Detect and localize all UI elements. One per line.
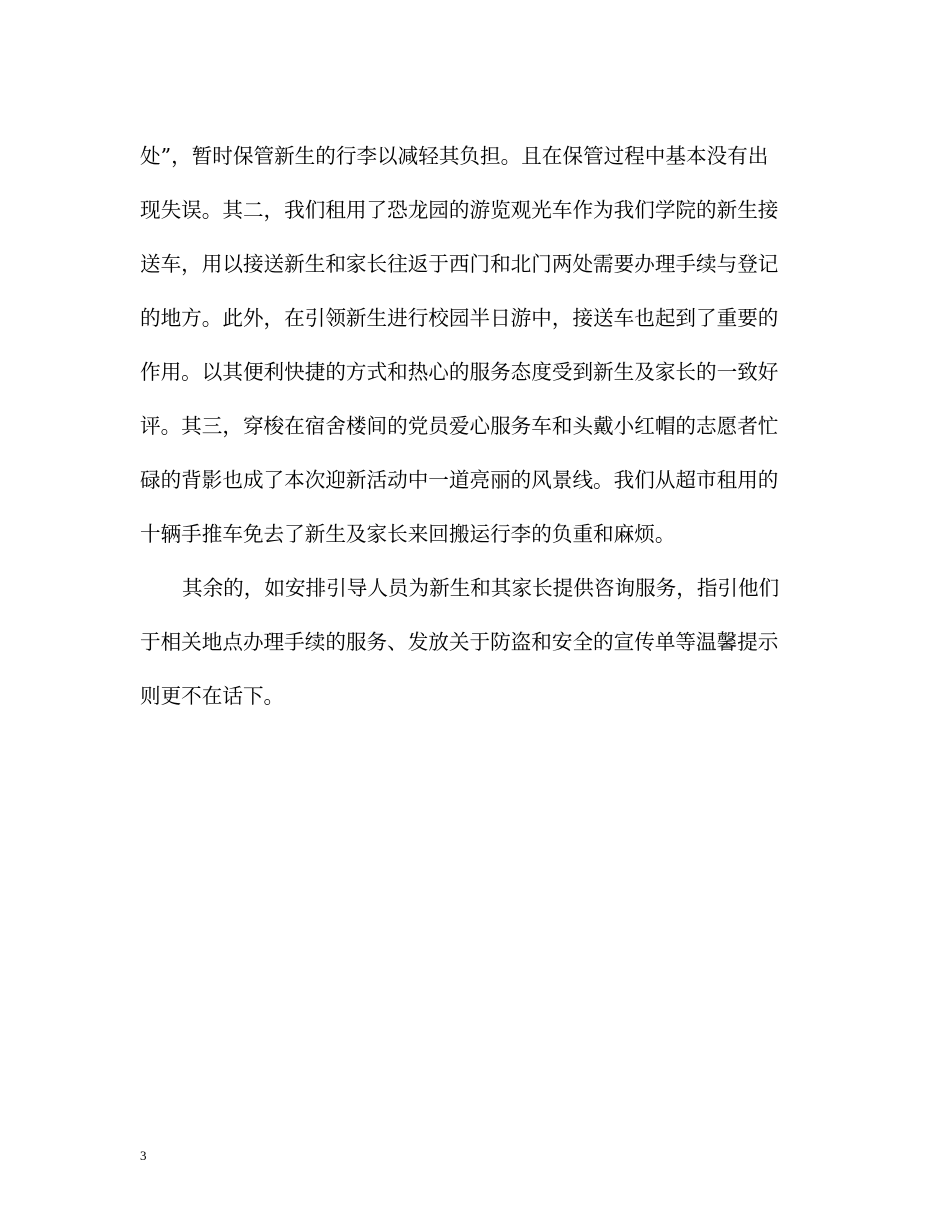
- text-line: 碌的背影也成了本次迎新活动中一道亮丽的风景线。我们从超市租用的: [140, 468, 779, 492]
- body-text: [140, 136, 810, 730]
- text-line: 十辆手推车免去了新生及家长来回搬运行李的负重和麻烦。: [140, 522, 676, 546]
- text-line: 作用。以其便利快捷的方式和热心的服务态度受到新生及家长的一致好: [140, 360, 779, 384]
- text-line: 于相关地点办理手续的服务、发放关于防盗和安全的宣传单等温馨提示: [140, 630, 779, 654]
- text-line: 现失误。其二，我们租用了恐龙园的游览观光车作为我们学院的新生接: [140, 198, 779, 222]
- text-line: 送车，用以接送新生和家长往返于西门和北门两处需要办理手续与登记: [140, 252, 779, 276]
- text-line: 则更不在话下。: [140, 684, 285, 708]
- paragraph-start-line: 其余的，如安排引导人员为新生和其家长提供咨询服务，指引他们: [182, 576, 780, 600]
- text-line: 的地方。此外，在引领新生进行校园半日游中，接送车也起到了重要的: [140, 306, 779, 330]
- text-line: 评。其三，穿梭在宿舍楼间的党员爱心服务车和头戴小红帽的志愿者忙: [140, 414, 779, 438]
- page-number: 3: [140, 1148, 147, 1163]
- text-line: 处”，暂时保管新生的行李以减轻其负担。且在保管过程中基本没有出: [140, 144, 769, 168]
